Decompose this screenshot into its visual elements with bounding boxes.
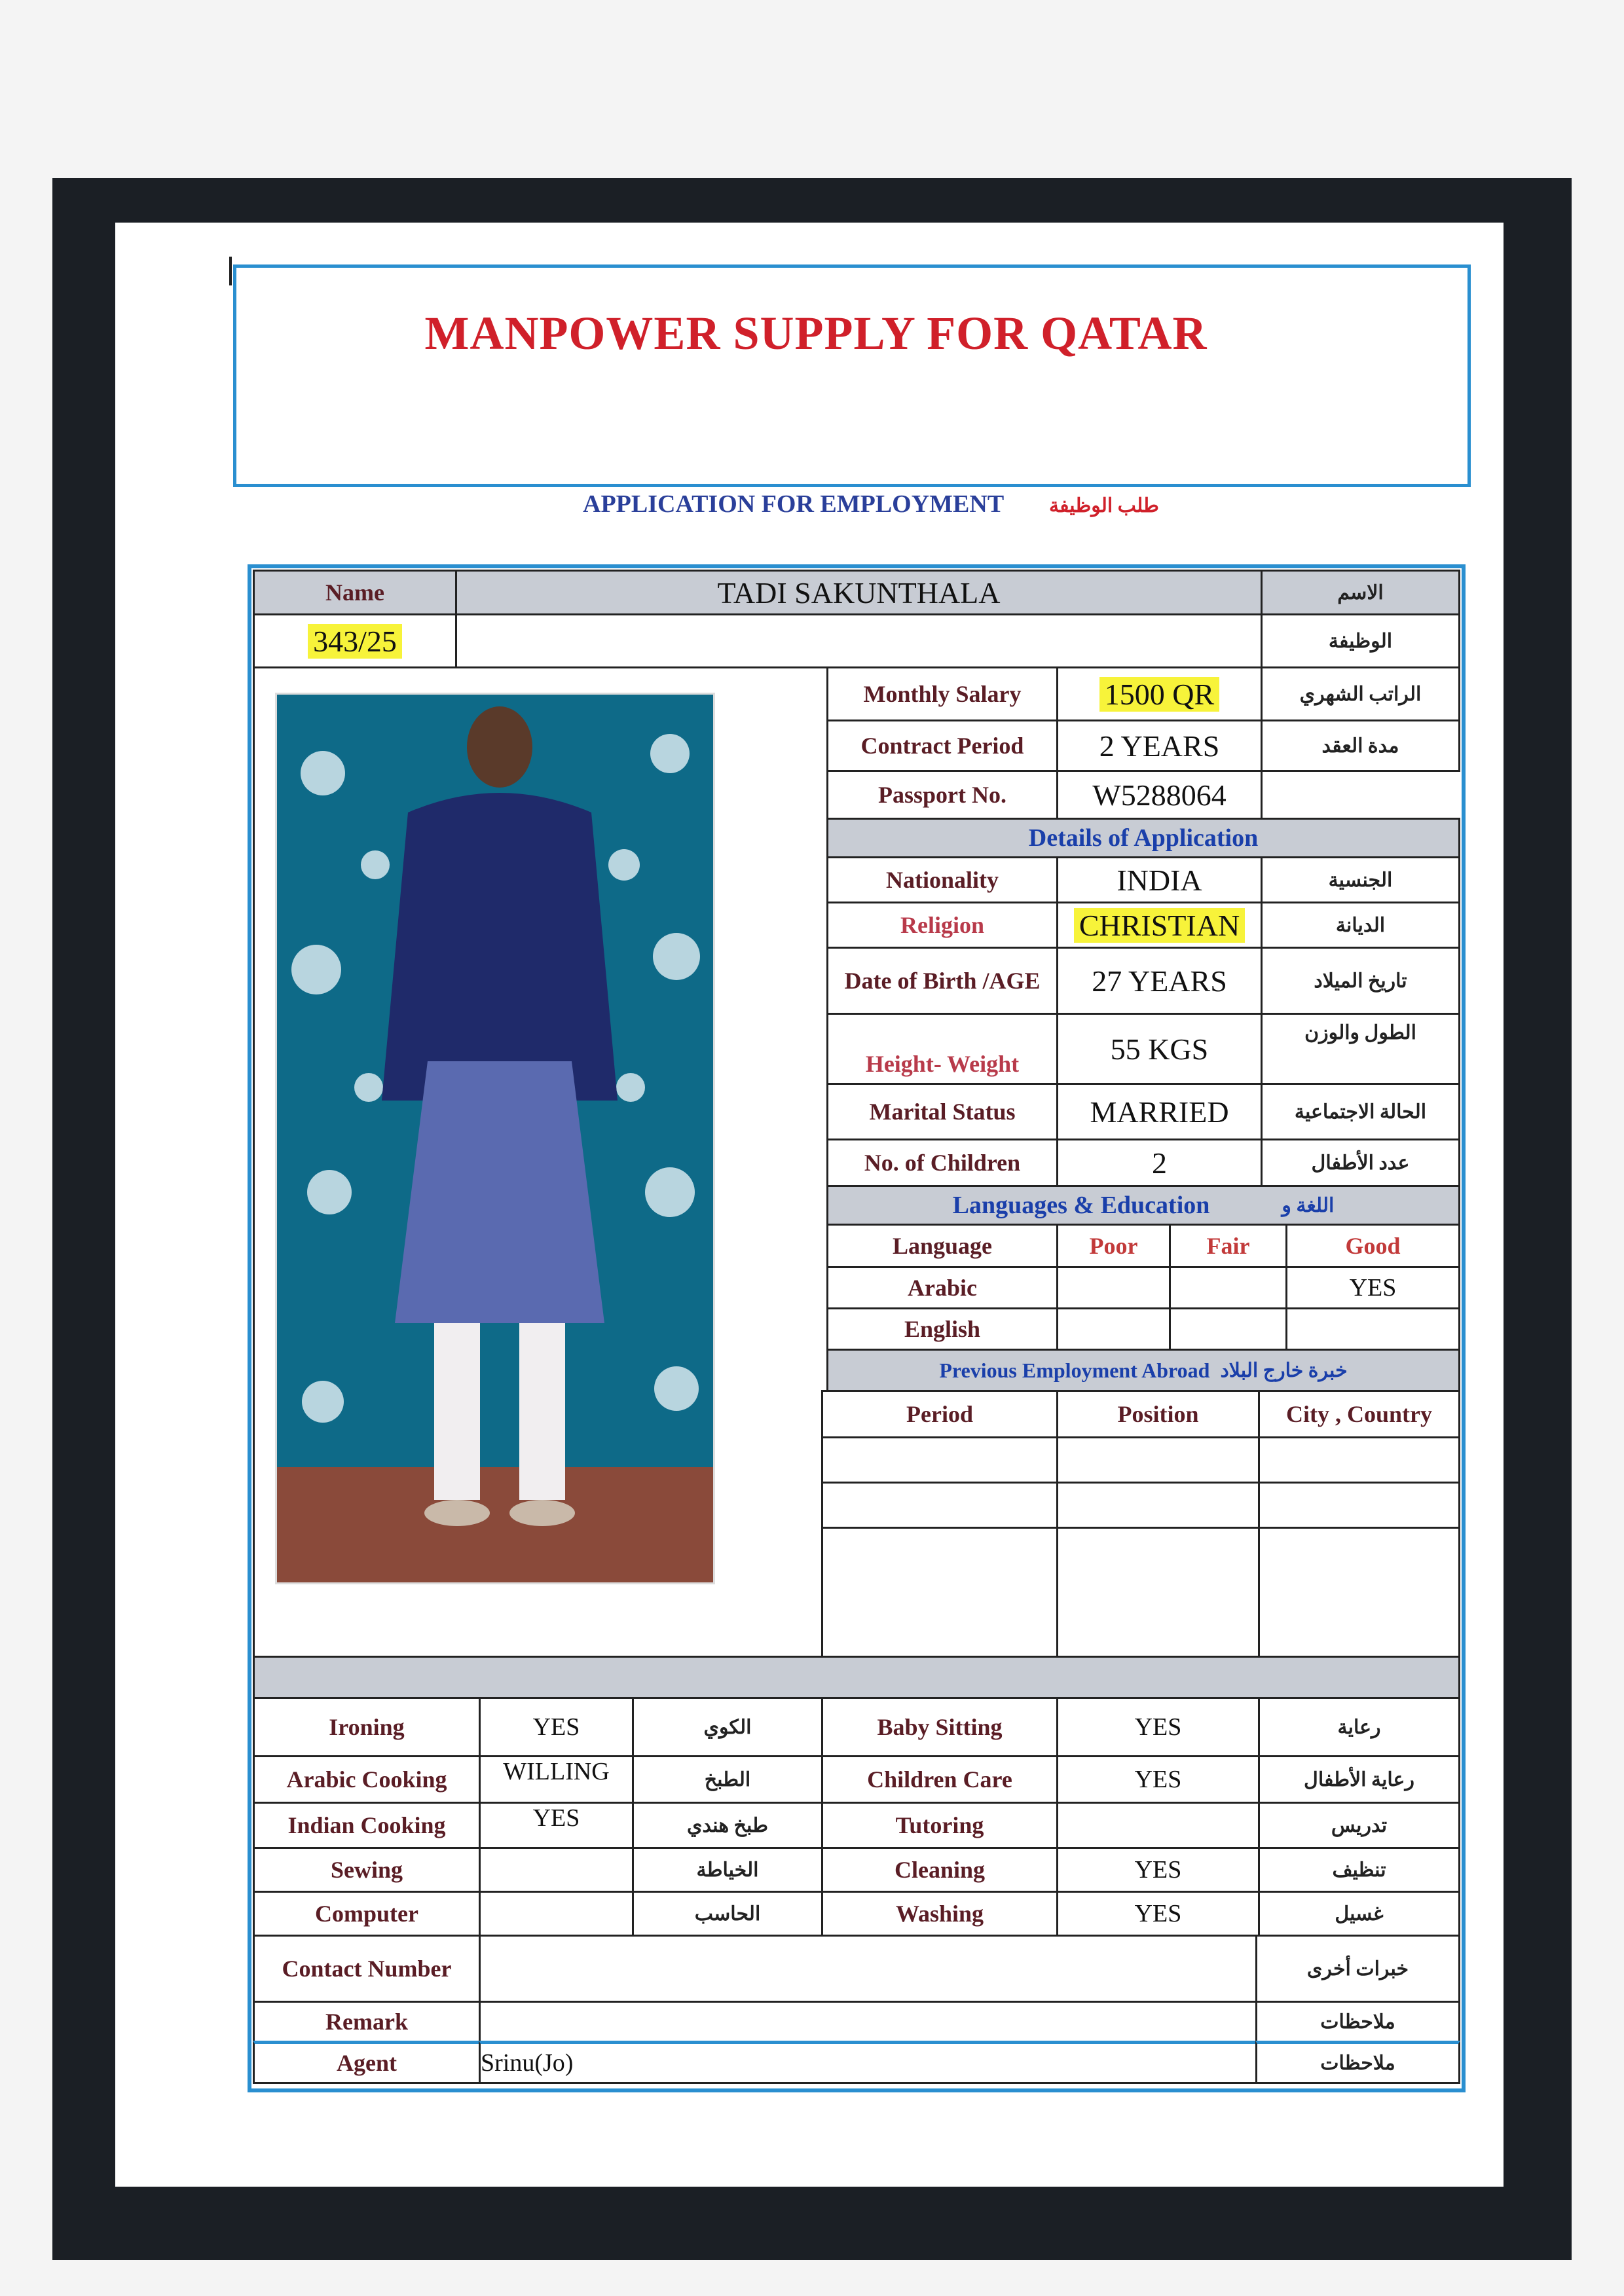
employment-row-3-city [1258,1527,1460,1658]
contact-value [479,1935,1257,2003]
skill-arabic-cooking-value: WILLING [479,1755,634,1804]
scan-mark [229,257,232,285]
skill-ironing-label: Ironing [253,1697,481,1757]
skill-baby-sitting-label-ar: رعاية [1258,1697,1460,1757]
height-weight-label-ar: الطول والوزن [1261,1013,1460,1085]
remark-label: Remark [253,2001,481,2043]
contact-label-ar: خبرات أخرى [1255,1935,1460,2003]
skill-children-care-label: Children Care [821,1755,1058,1804]
lang-arabic-poor [1056,1266,1171,1309]
photo-area-frame [253,666,823,1658]
details-section-title: Details of Application [826,818,1460,858]
nationality-label-ar: الجنسية [1261,856,1460,903]
languages-section [826,1185,1460,1226]
marital-value: MARRIED [1056,1083,1263,1140]
salary-value: 1500 QR [1099,677,1219,712]
height-weight-value: 55 KGS [1056,1013,1263,1085]
skill-indian-cooking-label-ar: طبخ هندي [632,1802,823,1849]
salary-label-ar: الراتب الشهري [1261,666,1460,721]
nationality-label: Nationality [826,856,1058,903]
lang-header-good: Good [1285,1224,1460,1268]
application-label: APPLICATION FOR EMPLOYMENT [583,490,1004,518]
employment-header-period: Period [821,1390,1058,1438]
height-weight-label: Height- Weight [826,1013,1058,1085]
dob-value: 27 YEARS [1056,947,1263,1015]
contract-label: Contract Period [826,720,1058,772]
children-label: No. of Children [826,1139,1058,1187]
skills-divider [253,1656,1460,1699]
agent-label-ar: ملاحظات [1255,2041,1460,2084]
employment-header-position: Position [1056,1390,1260,1438]
marital-label: Marital Status [826,1083,1058,1140]
skill-washing-label: Washing [821,1891,1058,1937]
skill-indian-cooking-label: Indian Cooking [253,1802,481,1849]
ref-label-ar: الوظيفة [1261,613,1460,668]
employment-section [826,1349,1460,1392]
employment-row-2-city [1258,1482,1460,1529]
skill-baby-sitting-label: Baby Sitting [821,1697,1058,1757]
agent-label: Agent [253,2041,481,2084]
dob-label: Date of Birth /AGE [826,947,1058,1015]
children-value: 2 [1056,1139,1263,1187]
skill-sewing-label: Sewing [253,1847,481,1893]
contract-value: 2 YEARS [1056,720,1263,772]
remark-value [479,2001,1257,2043]
employment-row-1-position [1056,1436,1260,1484]
page-title: MANPOWER SUPPLY FOR QATAR [424,307,1208,359]
skill-tutoring-label: Tutoring [821,1802,1058,1849]
employment-section-ar: خبرة خارج البلاد [1220,1359,1348,1381]
lang-english-good [1285,1307,1460,1351]
skill-baby-sitting-value: YES [1056,1697,1260,1757]
skill-sewing-value [479,1847,634,1893]
salary-cell [1056,666,1263,721]
lang-english-label: English [826,1307,1058,1351]
name-label-ar: الاسم [1261,570,1460,615]
lang-english-fair [1169,1307,1287,1351]
remark-label-ar: ملاحظات [1255,2001,1460,2043]
skill-washing-value: YES [1056,1891,1260,1937]
skill-cleaning-label: Cleaning [821,1847,1058,1893]
employment-row-1-city [1258,1436,1460,1484]
employment-row-2-period [821,1482,1058,1529]
marital-label-ar: الحالة الاجتماعية [1261,1083,1460,1140]
skill-indian-cooking-value: YES [479,1802,634,1849]
lang-header-language: Language [826,1224,1058,1268]
employment-header-city: City , Country [1258,1390,1460,1438]
ref-cell [253,613,457,668]
dob-label-ar: تاريخ الميلاد [1261,947,1460,1015]
employment-row-1-period [821,1436,1058,1484]
lang-arabic-fair [1169,1266,1287,1309]
religion-cell [1056,902,1263,949]
contract-label-ar: مدة العقد [1261,720,1460,772]
religion-label: Religion [826,902,1058,949]
skill-ironing-label-ar: الكوي [632,1697,823,1757]
application-label-ar: طلب الوظيفة [1049,495,1159,517]
skill-arabic-cooking-label-ar: الطبخ [632,1755,823,1804]
ref-value: 343/25 [308,624,402,659]
religion-label-ar: الديانة [1261,902,1460,949]
header-box [233,264,1471,487]
skill-arabic-cooking-label: Arabic Cooking [253,1755,481,1804]
skill-computer-label-ar: الحاسب [632,1891,823,1937]
name-label: Name [253,570,457,615]
languages-section-title: Languages & Education [952,1192,1210,1219]
skill-sewing-label-ar: الخياطة [632,1847,823,1893]
salary-label: Monthly Salary [826,666,1058,721]
skill-computer-label: Computer [253,1891,481,1937]
employment-section-title: Previous Employment Abroad [939,1358,1210,1382]
employment-row-3-period [821,1527,1058,1658]
agent-value: Srinu(Jo) [479,2041,1257,2084]
skill-children-care-value: YES [1056,1755,1260,1804]
passport-value: W5288064 [1056,770,1263,820]
employment-row-3-position [1056,1527,1260,1658]
religion-value: CHRISTIAN [1074,908,1245,943]
skill-cleaning-label-ar: تنظيف [1258,1847,1460,1893]
skill-washing-label-ar: غسيل [1258,1891,1460,1937]
nationality-value: INDIA [1056,856,1263,903]
employment-row-2-position [1056,1482,1260,1529]
lang-english-poor [1056,1307,1171,1351]
children-label-ar: عدد الأطفال [1261,1139,1460,1187]
contact-label: Contact Number [253,1935,481,2003]
lang-arabic-good: YES [1285,1266,1460,1309]
lang-header-fair: Fair [1169,1224,1287,1268]
languages-section-ar: اللغة و [1282,1194,1335,1216]
skill-tutoring-label-ar: تدريس [1258,1802,1460,1849]
lang-header-poor: Poor [1056,1224,1171,1268]
skill-tutoring-value [1056,1802,1260,1849]
skill-cleaning-value: YES [1056,1847,1260,1893]
application-heading [583,490,1159,519]
skill-ironing-value: YES [479,1697,634,1757]
name-value: TADI SAKUNTHALA [455,570,1263,615]
lang-arabic-label: Arabic [826,1266,1058,1309]
skill-computer-value [479,1891,634,1937]
ref-blank [455,613,1263,668]
passport-label: Passport No. [826,770,1058,820]
skill-children-care-label-ar: رعاية الأطفال [1258,1755,1460,1804]
